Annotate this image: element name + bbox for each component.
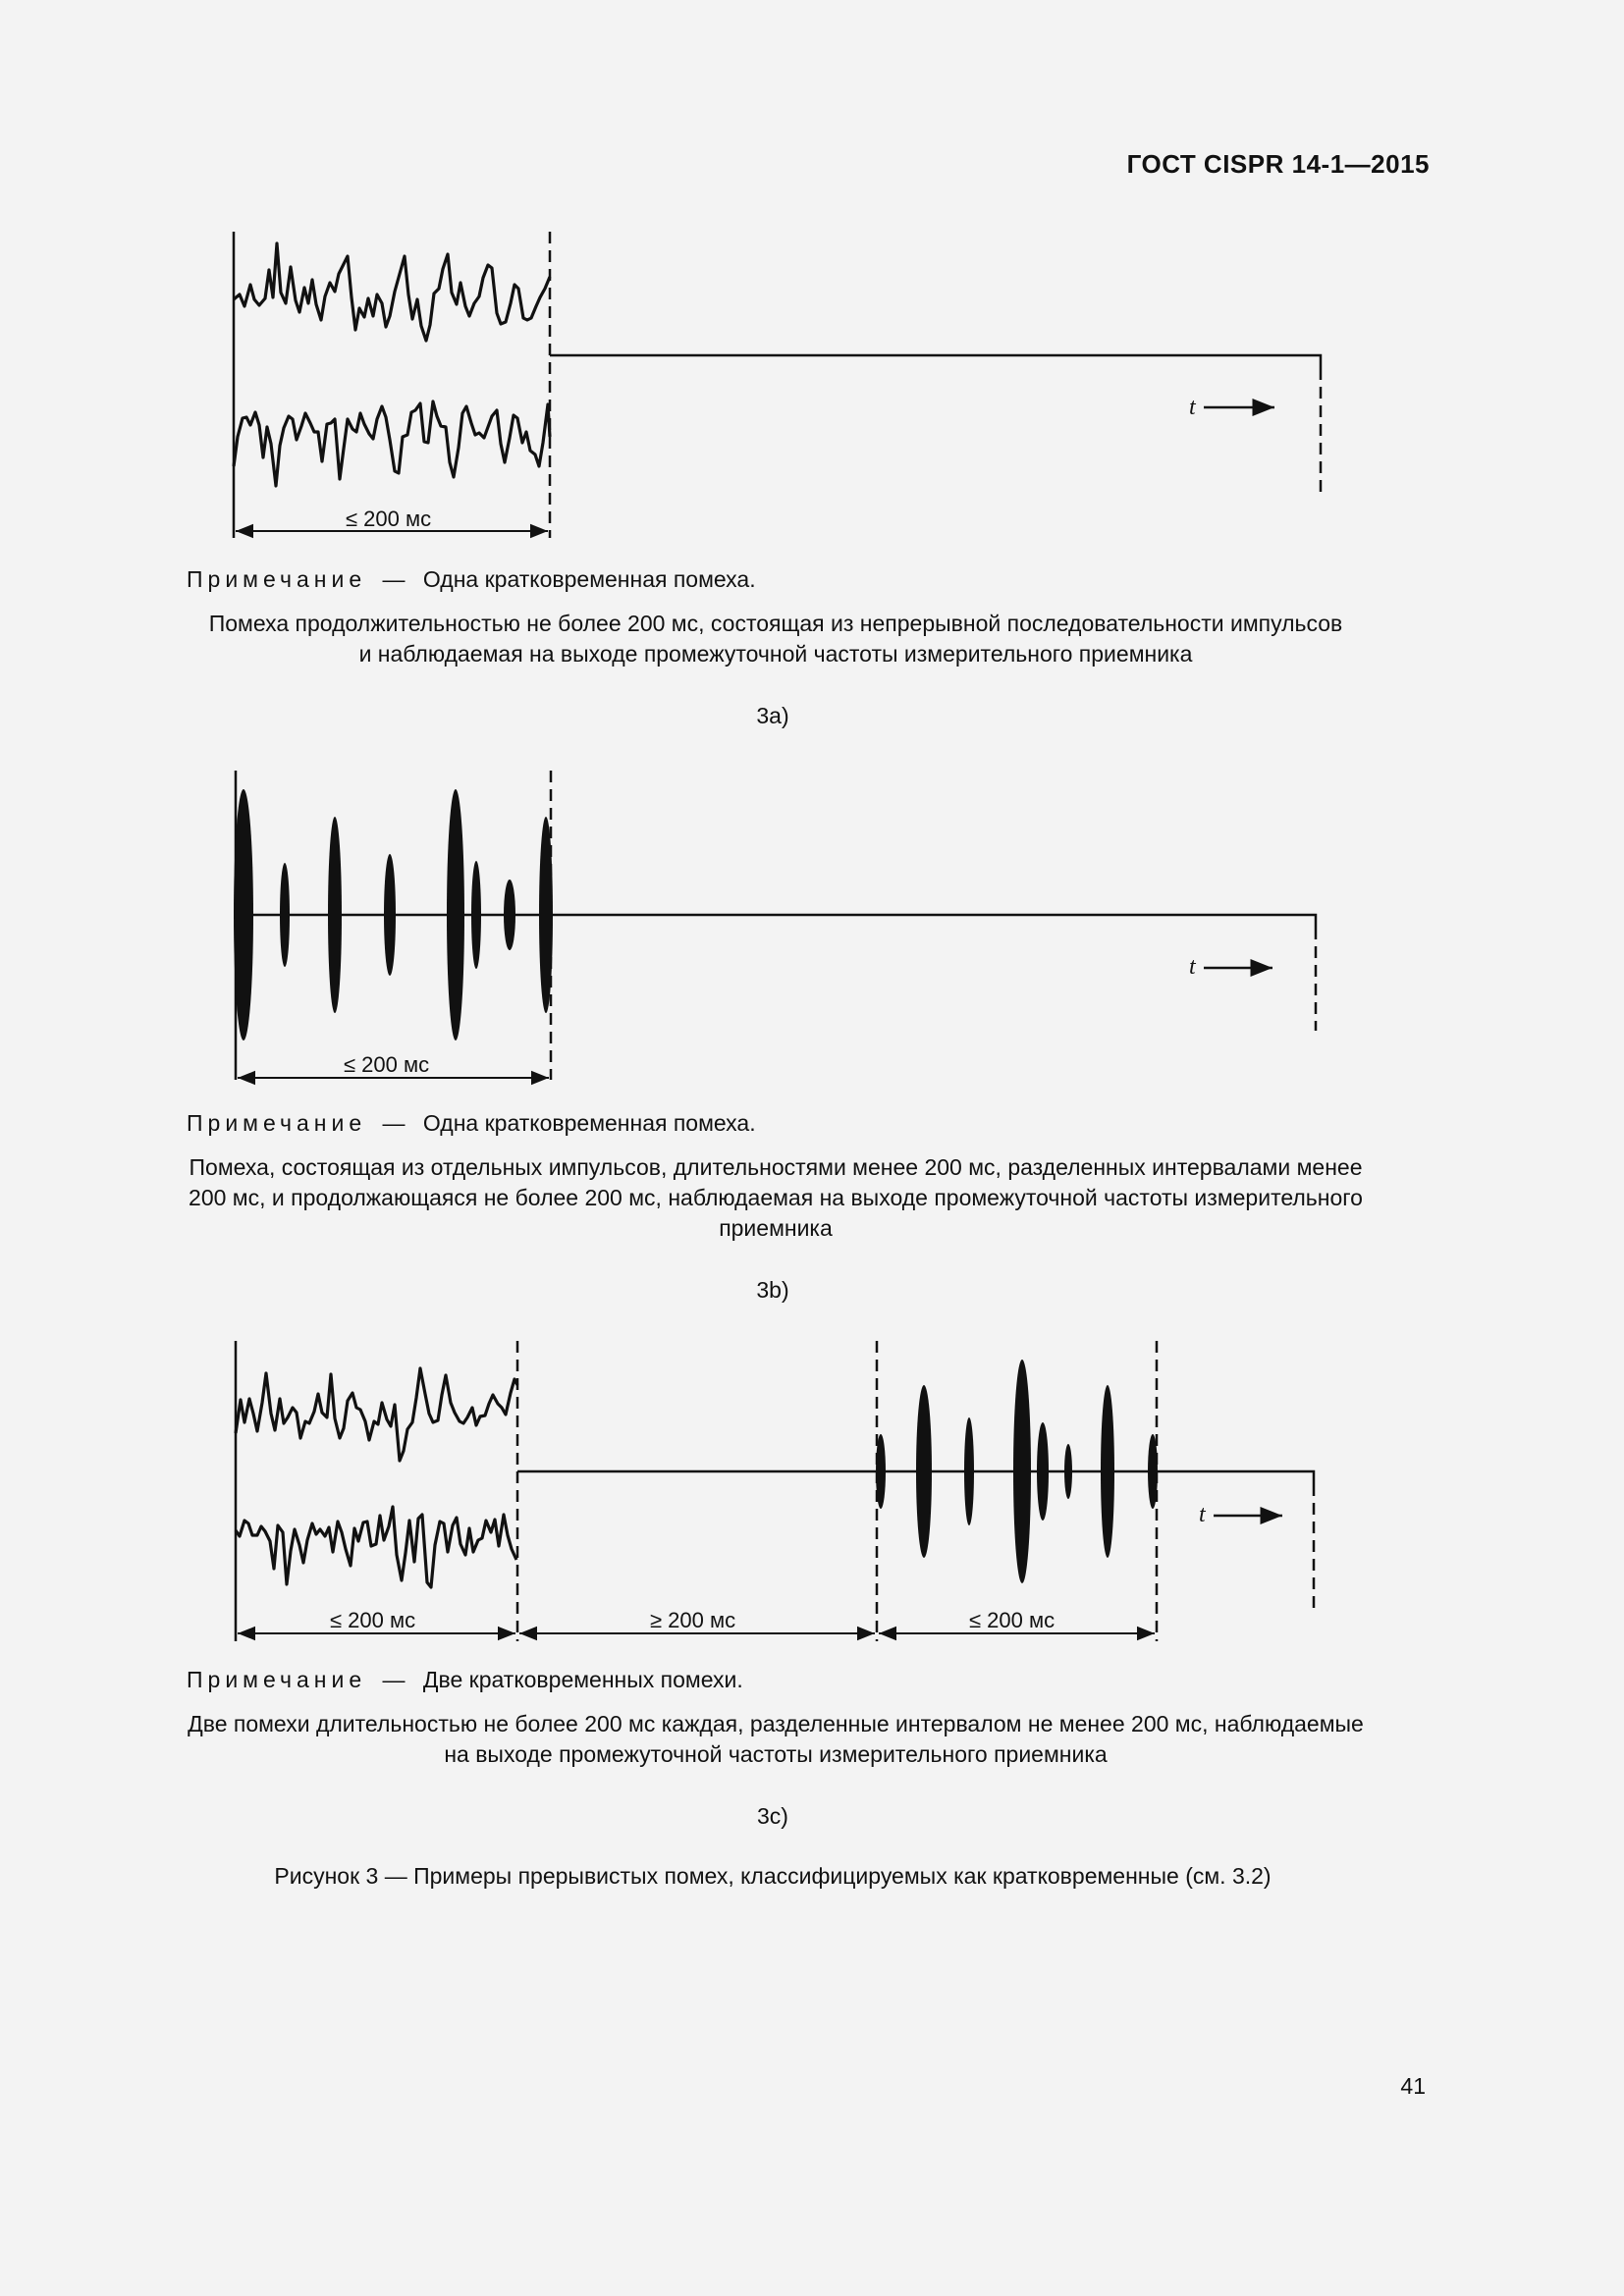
dimension-label: ≥ 200 мс xyxy=(650,1608,736,1632)
figure-3a xyxy=(0,226,1624,550)
description-line: и наблюдаемая на выходе промежуточной частоты измерительного приемника xyxy=(358,641,1193,667)
noise-trace-lower xyxy=(236,1507,516,1587)
noise-trace-upper xyxy=(236,1368,517,1461)
time-axis-label: t xyxy=(1189,954,1196,980)
dimension-label: ≤ 200 мс xyxy=(969,1608,1056,1632)
note-3b xyxy=(187,1110,756,1137)
dimension-label: ≤ 200 мс xyxy=(344,1052,430,1077)
sublabel-3c: 3c) xyxy=(757,1803,788,1829)
figure-3a-diagram xyxy=(0,226,1624,550)
pulse-bursts xyxy=(234,789,553,1041)
note-text: Две кратковременных помехи. xyxy=(422,1667,743,1692)
note-label: Примечание xyxy=(187,1667,367,1692)
figure-3c-diagram xyxy=(0,1335,1624,1649)
description-line: 200 мс, и продолжающаяся не более 200 мс, наблюдаемая на выходе промежуточной частоты измерительного xyxy=(189,1185,1363,1210)
description-line: на выходе промежуточной частоты измерительного приемника xyxy=(444,1741,1108,1767)
note-text: Одна кратковременная помеха. xyxy=(422,1110,756,1136)
description-3a xyxy=(118,609,1434,669)
page-number: 41 xyxy=(1400,2073,1426,2099)
time-axis-label: t xyxy=(1199,1502,1206,1527)
note-text: Одна кратковременная помеха. xyxy=(422,566,756,592)
note-dash: — xyxy=(382,1110,406,1136)
figure-3b xyxy=(0,766,1624,1090)
dimension-label: ≤ 200 мс xyxy=(330,1608,416,1632)
description-3c xyxy=(118,1709,1434,1770)
note-dash: — xyxy=(382,1667,406,1692)
sublabel-3a: 3a) xyxy=(756,703,789,728)
description-line: Помеха, состоящая из отдельных импульсов, длительностями менее 200 мс, разделенных интервалами менее xyxy=(189,1154,1363,1180)
dimension-label: ≤ 200 мс xyxy=(346,507,432,531)
figure-caption: Рисунок 3 — Примеры прерывистых помех, классифицируемых как кратковременные (см. 3.2) xyxy=(274,1863,1272,1889)
noise-trace-lower xyxy=(234,401,550,486)
note-dash: — xyxy=(382,566,406,592)
time-axis-label: t xyxy=(1189,395,1196,420)
note-label: Примечание xyxy=(187,1110,367,1136)
description-line: Две помехи длительностью не более 200 мс каждая, разделенные интервалом не менее 200 мс, наблюдаемые xyxy=(188,1711,1364,1736)
description-3b xyxy=(118,1152,1434,1244)
note-label: Примечание xyxy=(187,566,367,592)
noise-trace-upper xyxy=(234,243,550,341)
figure-3b-diagram xyxy=(0,766,1624,1090)
document-header: ГОСТ CISPR 14-1—2015 xyxy=(1126,149,1430,179)
description-line: Помеха продолжительностью не более 200 мс, состоящая из непрерывной последовательности импульсов xyxy=(208,611,1343,636)
note-3a xyxy=(187,566,756,593)
sublabel-3b: 3b) xyxy=(756,1277,789,1303)
figure-3c xyxy=(0,1335,1624,1649)
note-3c xyxy=(187,1667,743,1693)
description-line: приемника xyxy=(719,1215,833,1241)
